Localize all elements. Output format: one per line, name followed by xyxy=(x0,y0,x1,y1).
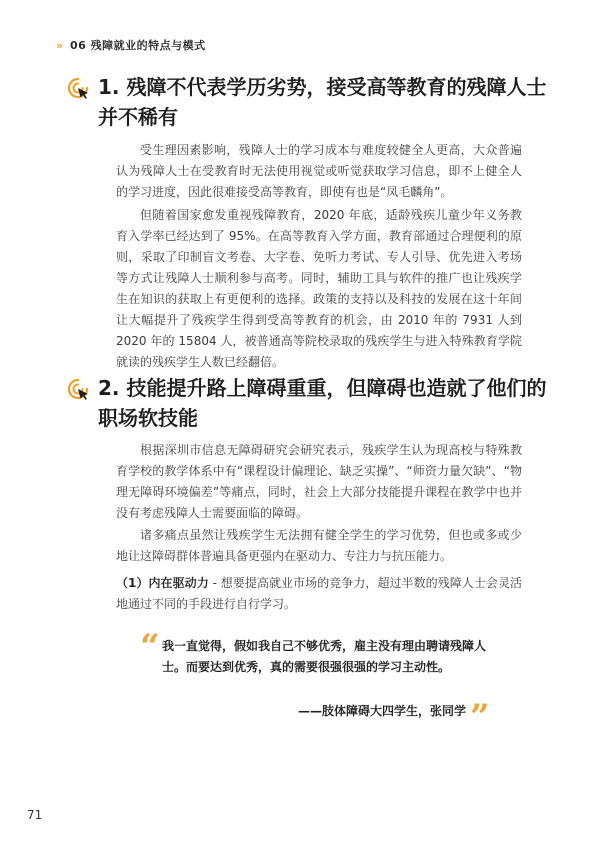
point-label: （1）内在驱动力 xyxy=(116,576,209,590)
breadcrumb-text: 06 残障就业的特点与模式 xyxy=(69,39,206,52)
breadcrumb xyxy=(56,37,206,53)
close-quote-icon: ” xyxy=(470,697,490,737)
section-2-title: 2. 技能提升路上障碍重重，但障碍也造就了他们的职场软技能 xyxy=(98,376,547,430)
section-2-paragraph: 根据深圳市信息无障碍研究会研究表示，残疾学生认为现高校与特殊教育学校的教学体系中有“课程设计偏理论、缺乏实操”、“师资力量欠缺”、“物理无障碍环境偏差”等痛点，同时，社会上大部分技能提升课程在教学中也并没有考虑残障人士需要面临的障碍。 xyxy=(116,443,522,520)
double-chevron-icon: » xyxy=(56,39,64,52)
point-text: - 想要提高就业市场的竞争力，超过半数的残障人士会灵活地通过不同的手段进行自行学习。 xyxy=(116,576,522,611)
section-2-paragraph: 诸多痛点虽然让残疾学生无法拥有健全学生的学习优势，但也或多或少地让这障碍群体普遍具备更强内在驱动力、专注力与抗压能力。 xyxy=(116,528,522,563)
target-cursor-icon xyxy=(66,76,90,100)
section-1-paragraph: 但随着国家愈发重视残障教育，2020 年底，适龄残疾儿童少年义务教育入学率已经达到了 95%。在高等教育入学方面，教育部通过合理便利的原则，采取了印制盲文考卷、大字卷、免听力考试、专人引导、优先进入考场等方式让残障人士顺利参与高考。同时，辅助工具与软件的推广也让残疾学生在知识的获取上有更便利的选择。政策的支持以及科技的发展在这十年间让大幅提升了残疾学生得到受高等教育的机会，由 2010 年的 7931 人到 2020 年的 15804 人，被普通高等院校录取的残疾学生与进入特殊教育学院就读的残疾学生人数已经翻倍。 xyxy=(116,208,522,369)
section-1-heading xyxy=(66,72,556,132)
quote-text: 我一直觉得，假如我自己不够优秀，雇主没有理由聘请残障人士。而要达到优秀，真的需要很强很强的学习主动性。 xyxy=(162,639,487,674)
section-2-heading xyxy=(66,373,556,433)
section-1-title: 1. 残障不代表学历劣势，接受高等教育的残障人士并不稀有 xyxy=(98,75,547,129)
quote-attribution: ——肢体障碍大四学生，张同学 xyxy=(297,704,466,718)
target-cursor-icon xyxy=(66,377,90,401)
section-2-point xyxy=(116,573,522,615)
page-number: 71 xyxy=(27,808,43,822)
open-quote-icon: “ xyxy=(140,627,160,667)
section-1-paragraph: 受生理因素影响，残障人士的学习成本与难度较健全人更高，大众普遍认为残障人士在受教育时无法使用视觉或听觉获取学习信息，即不上健全人的学习进度，因此很难接受高等教育，即使有也是“凤毛麟角”。 xyxy=(116,143,522,199)
